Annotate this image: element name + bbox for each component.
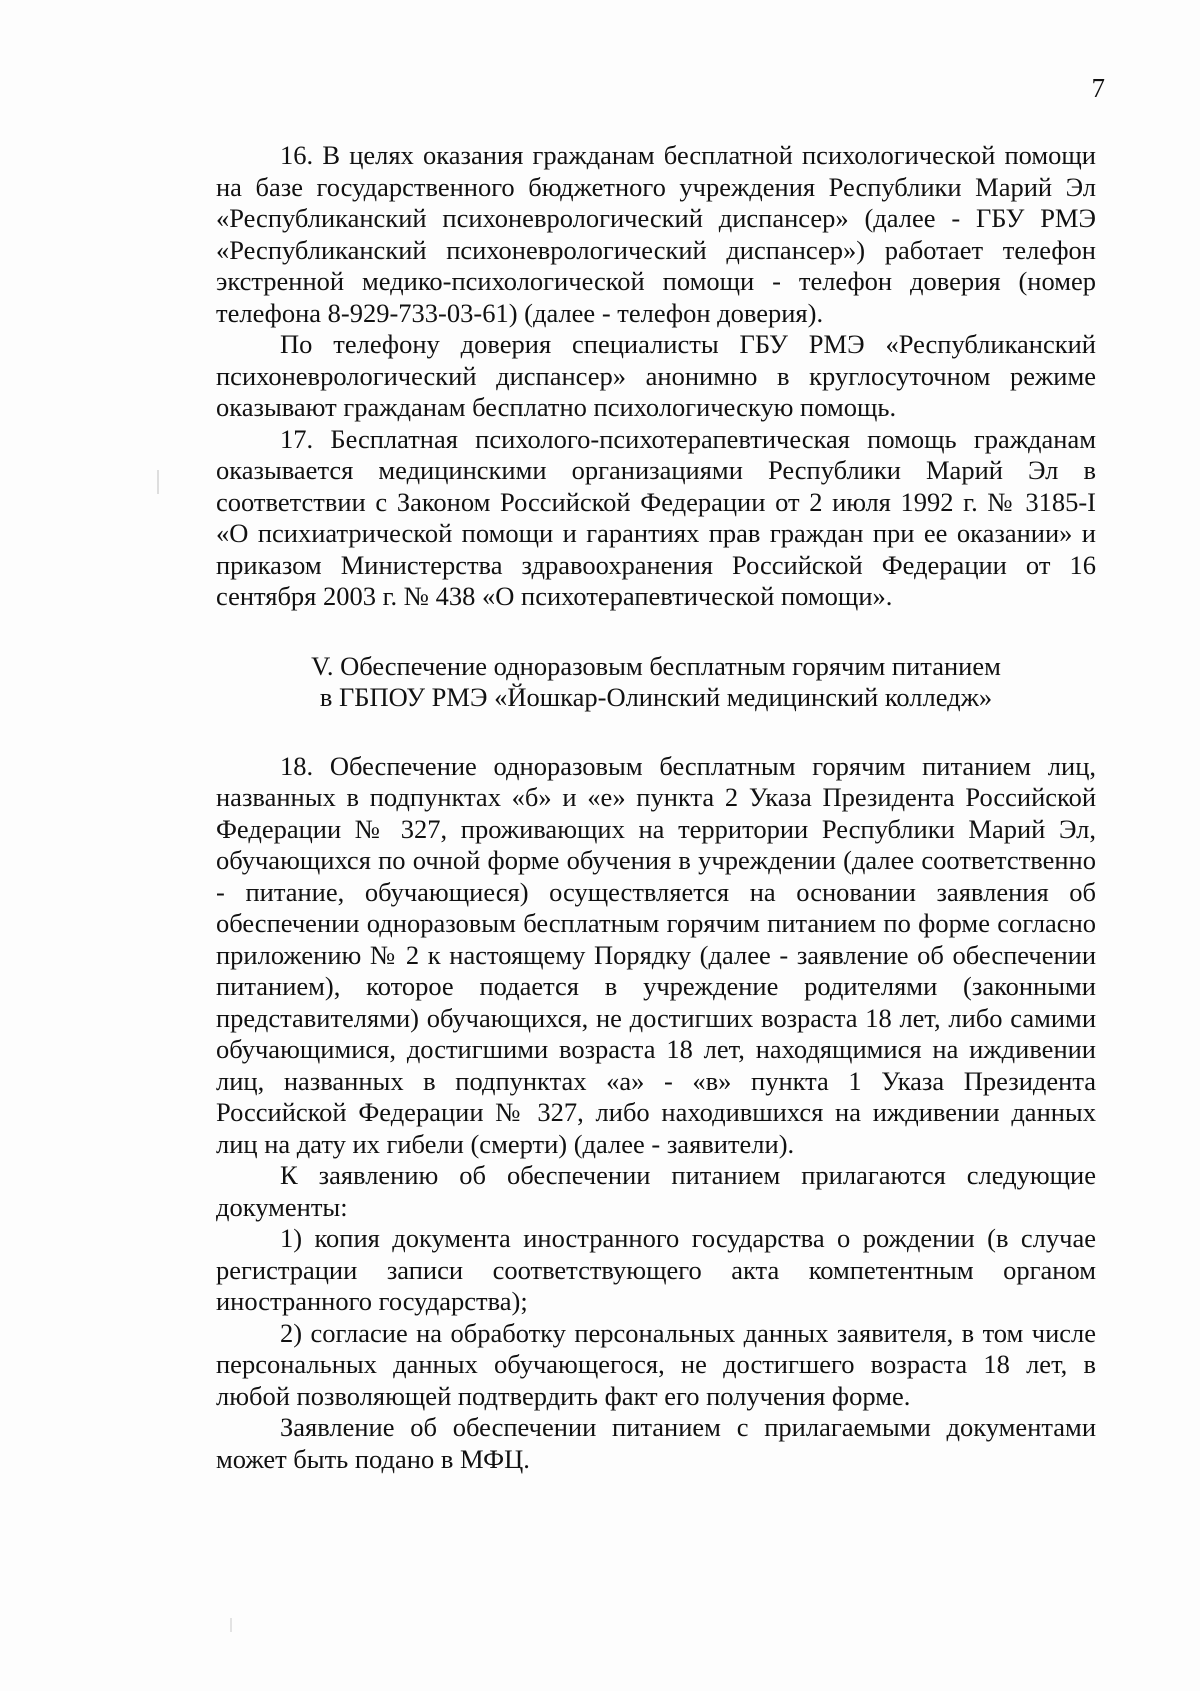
- paragraph-17: 17. Бесплатная психолого-психотерапевтическая помощь гражданам оказывается медицинскими организациями Республики Марий Эл в соответствии с Законом Российской Федерации от 2 июля 1992 г. № 3185-I «О психиатрической помощи и гарантиях прав граждан при ее оказании» и приказом Министерства здравоохранения Российской Федерации от 16 сентября 2003 г. № 438 «О психотерапевтической помощи».: [216, 423, 1096, 611]
- scan-artifact: [230, 1618, 232, 1632]
- page-number: 7: [1091, 73, 1105, 103]
- paragraph-16: 16. В целях оказания гражданам бесплатной психологической помощи на базе государственного бюджетного учреждения Республики Марий Эл «Республиканский психоневрологический диспансер» (далее - ГБУ РМЭ «Республиканский психоневрологический диспансер») работает телефон экстренной медико-психологической помощи - телефон доверия (номер телефона 8-929-733-03-61) (далее - телефон доверия).: [216, 140, 1096, 328]
- paragraph-18-submission: Заявление об обеспечении питанием с прилагаемыми документами может быть подано в МФЦ.: [216, 1412, 1096, 1474]
- paragraph-16-continued: По телефону доверия специалисты ГБУ РМЭ «Республиканский психоневрологический диспансер» анонимно в круглосуточном режиме оказывают гражданам бесплатно психологическую помощь.: [216, 329, 1096, 422]
- section-heading-line-2: в ГБПОУ РМЭ «Йошкар-Олинский медицинский колледж»: [319, 682, 993, 712]
- section-heading: [216, 651, 1096, 714]
- paragraph-18-documents: К заявлению об обеспечении питанием прилагаются следующие документы:: [216, 1160, 1096, 1222]
- section-heading-line-1: V. Обеспечение одноразовым бесплатным горячим питанием: [311, 650, 1001, 681]
- scan-artifact: [157, 470, 159, 494]
- list-item-2: 2) согласие на обработку персональных данных заявителя, в том числе персональных данных обучающегося, не достигшего возраста 18 лет, в любой позволяющей подтвердить факт его получения форме.: [216, 1317, 1096, 1411]
- document-body: [216, 140, 1096, 1475]
- list-item-1: 1) копия документа иностранного государства о рождении (в случае регистрации записи соответствующего акта компетентным органом иностранного государства);: [216, 1223, 1096, 1316]
- paragraph-18: 18. Обеспечение одноразовым бесплатным горячим питанием лиц, названных в подпунктах «б» и «е» пункта 2 Указа Президента Российской Федерации № 327, проживающих на территории Республики Марий Эл, обучающихся по очной форме обучения в учреждении (далее соответственно - питание, обучающиеся) осуществляется на основании заявления об обеспечении одноразовым бесплатным горячим питанием по форме согласно приложению № 2 к настоящему Порядку (далее - заявление об обеспечении питанием), которое подается в учреждение родителями (законными представителями) обучающихся, не достигших возраста 18 лет, либо самими обучающимися, достигшими возраста 18 лет, находящимися на иждивении лиц, названных в подпунктах «а» - «в» пункта 1 Указа Президента Российской Федерации № 327, либо находившихся на иждивении данных лиц на дату их гибели (смерти) (далее - заявители).: [216, 750, 1096, 1159]
